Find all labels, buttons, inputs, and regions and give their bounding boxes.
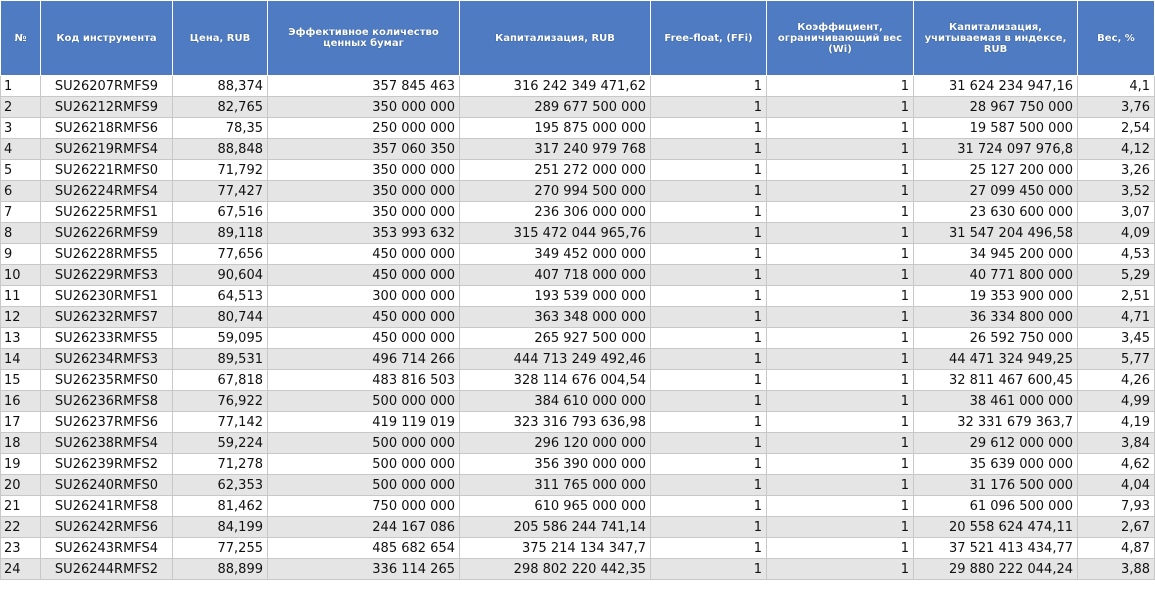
- cell-num: 6: [1, 181, 41, 202]
- cell-price: 84,199: [173, 517, 268, 538]
- cell-free-float: 1: [651, 349, 767, 370]
- cell-code: SU26226RMFS9: [41, 223, 173, 244]
- cell-cap: 298 802 220 442,35: [460, 559, 651, 580]
- cell-cap-index: 29 880 222 044,24: [914, 559, 1078, 580]
- cell-weight-coef: 1: [767, 412, 914, 433]
- cell-cap-index: 31 624 234 947,16: [914, 76, 1078, 97]
- cell-free-float: 1: [651, 475, 767, 496]
- cell-free-float: 1: [651, 202, 767, 223]
- cell-weight-coef: 1: [767, 118, 914, 139]
- table-header-row: [1, 1, 1155, 76]
- cell-price: 88,374: [173, 76, 268, 97]
- cell-weight-coef: 1: [767, 223, 914, 244]
- cell-code: SU26218RMFS6: [41, 118, 173, 139]
- cell-price: 89,531: [173, 349, 268, 370]
- table-row: [1, 244, 1155, 265]
- cell-qty: 450 000 000: [268, 328, 460, 349]
- cell-free-float: 1: [651, 265, 767, 286]
- cell-qty: 450 000 000: [268, 307, 460, 328]
- cell-code: SU26237RMFS6: [41, 412, 173, 433]
- cell-weight: 4,99: [1078, 391, 1155, 412]
- cell-weight-coef: 1: [767, 97, 914, 118]
- cell-qty: 300 000 000: [268, 286, 460, 307]
- cell-qty: 500 000 000: [268, 454, 460, 475]
- cell-price: 67,516: [173, 202, 268, 223]
- cell-num: 5: [1, 160, 41, 181]
- cell-num: 9: [1, 244, 41, 265]
- cell-qty: 500 000 000: [268, 391, 460, 412]
- cell-qty: 250 000 000: [268, 118, 460, 139]
- cell-num: 14: [1, 349, 41, 370]
- cell-weight: 3,07: [1078, 202, 1155, 223]
- cell-num: 3: [1, 118, 41, 139]
- table-row: [1, 391, 1155, 412]
- cell-num: 13: [1, 328, 41, 349]
- cell-qty: 350 000 000: [268, 97, 460, 118]
- cell-weight-coef: 1: [767, 475, 914, 496]
- table-row: [1, 328, 1155, 349]
- cell-weight: 3,52: [1078, 181, 1155, 202]
- table-row: [1, 160, 1155, 181]
- header-free-float: Free-float, (FFi): [651, 1, 767, 76]
- cell-cap-index: 61 096 500 000: [914, 496, 1078, 517]
- cell-cap-index: 44 471 324 949,25: [914, 349, 1078, 370]
- table-row: [1, 181, 1155, 202]
- cell-code: SU26230RMFS1: [41, 286, 173, 307]
- cell-code: SU26221RMFS0: [41, 160, 173, 181]
- header-code: Код инструмента: [41, 1, 173, 76]
- cell-free-float: 1: [651, 328, 767, 349]
- header-cap-index: Капитализация, учитываемая в индексе, RUB: [914, 1, 1078, 76]
- cell-cap: 316 242 349 471,62: [460, 76, 651, 97]
- cell-cap-index: 37 521 413 434,77: [914, 538, 1078, 559]
- table-row: [1, 412, 1155, 433]
- cell-free-float: 1: [651, 517, 767, 538]
- table-row: [1, 139, 1155, 160]
- table-row: [1, 496, 1155, 517]
- cell-code: SU26242RMFS6: [41, 517, 173, 538]
- cell-cap: 205 586 244 741,14: [460, 517, 651, 538]
- cell-free-float: 1: [651, 370, 767, 391]
- table-row: [1, 97, 1155, 118]
- cell-free-float: 1: [651, 181, 767, 202]
- cell-code: SU26207RMFS9: [41, 76, 173, 97]
- cell-cap: 265 927 500 000: [460, 328, 651, 349]
- cell-code: SU26234RMFS3: [41, 349, 173, 370]
- cell-weight-coef: 1: [767, 349, 914, 370]
- cell-cap: 251 272 000 000: [460, 160, 651, 181]
- cell-weight-coef: 1: [767, 328, 914, 349]
- cell-free-float: 1: [651, 286, 767, 307]
- cell-price: 89,118: [173, 223, 268, 244]
- cell-cap: 356 390 000 000: [460, 454, 651, 475]
- cell-weight: 4,53: [1078, 244, 1155, 265]
- cell-price: 76,922: [173, 391, 268, 412]
- cell-cap-index: 31 547 204 496,58: [914, 223, 1078, 244]
- cell-weight-coef: 1: [767, 559, 914, 580]
- table-row: [1, 265, 1155, 286]
- cell-qty: 357 845 463: [268, 76, 460, 97]
- table-row: [1, 118, 1155, 139]
- cell-cap-index: 28 967 750 000: [914, 97, 1078, 118]
- cell-num: 17: [1, 412, 41, 433]
- cell-price: 80,744: [173, 307, 268, 328]
- cell-cap-index: 19 353 900 000: [914, 286, 1078, 307]
- table-row: [1, 475, 1155, 496]
- cell-price: 77,427: [173, 181, 268, 202]
- cell-weight-coef: 1: [767, 244, 914, 265]
- header-price: Цена, RUB: [173, 1, 268, 76]
- cell-cap-index: 36 334 800 000: [914, 307, 1078, 328]
- cell-num: 4: [1, 139, 41, 160]
- cell-price: 90,604: [173, 265, 268, 286]
- cell-free-float: 1: [651, 454, 767, 475]
- cell-cap-index: 29 612 000 000: [914, 433, 1078, 454]
- cell-qty: 353 993 632: [268, 223, 460, 244]
- cell-cap: 195 875 000 000: [460, 118, 651, 139]
- cell-weight-coef: 1: [767, 265, 914, 286]
- cell-price: 62,353: [173, 475, 268, 496]
- cell-num: 23: [1, 538, 41, 559]
- cell-cap: 315 472 044 965,76: [460, 223, 651, 244]
- cell-free-float: 1: [651, 244, 767, 265]
- cell-qty: 419 119 019: [268, 412, 460, 433]
- cell-price: 71,792: [173, 160, 268, 181]
- cell-weight: 3,88: [1078, 559, 1155, 580]
- cell-cap: 407 718 000 000: [460, 265, 651, 286]
- cell-code: SU26219RMFS4: [41, 139, 173, 160]
- cell-cap: 236 306 000 000: [460, 202, 651, 223]
- header-weight: Вес, %: [1078, 1, 1155, 76]
- cell-num: 7: [1, 202, 41, 223]
- cell-qty: 500 000 000: [268, 475, 460, 496]
- cell-weight-coef: 1: [767, 160, 914, 181]
- cell-price: 67,818: [173, 370, 268, 391]
- table-row: [1, 223, 1155, 244]
- cell-weight: 2,67: [1078, 517, 1155, 538]
- cell-cap-index: 25 127 200 000: [914, 160, 1078, 181]
- cell-num: 15: [1, 370, 41, 391]
- cell-free-float: 1: [651, 412, 767, 433]
- table-body: [1, 76, 1155, 580]
- cell-cap-index: 26 592 750 000: [914, 328, 1078, 349]
- cell-code: SU26233RMFS5: [41, 328, 173, 349]
- table-row: [1, 76, 1155, 97]
- table-row: [1, 517, 1155, 538]
- cell-cap: 444 713 249 492,46: [460, 349, 651, 370]
- cell-free-float: 1: [651, 559, 767, 580]
- cell-qty: 350 000 000: [268, 160, 460, 181]
- cell-free-float: 1: [651, 97, 767, 118]
- header-num: №: [1, 1, 41, 76]
- cell-price: 77,656: [173, 244, 268, 265]
- cell-code: SU26238RMFS4: [41, 433, 173, 454]
- cell-num: 16: [1, 391, 41, 412]
- cell-weight-coef: 1: [767, 496, 914, 517]
- cell-code: SU26225RMFS1: [41, 202, 173, 223]
- cell-cap-index: 20 558 624 474,11: [914, 517, 1078, 538]
- cell-num: 22: [1, 517, 41, 538]
- cell-weight-coef: 1: [767, 391, 914, 412]
- cell-qty: 350 000 000: [268, 202, 460, 223]
- cell-cap: 610 965 000 000: [460, 496, 651, 517]
- cell-free-float: 1: [651, 139, 767, 160]
- cell-free-float: 1: [651, 307, 767, 328]
- cell-num: 21: [1, 496, 41, 517]
- header-weight-coef: Коэффициент, ограничивающий вес (Wi): [767, 1, 914, 76]
- cell-weight-coef: 1: [767, 517, 914, 538]
- cell-price: 71,278: [173, 454, 268, 475]
- cell-code: SU26236RMFS8: [41, 391, 173, 412]
- cell-price: 81,462: [173, 496, 268, 517]
- cell-weight: 3,76: [1078, 97, 1155, 118]
- cell-code: SU26240RMFS0: [41, 475, 173, 496]
- cell-price: 88,899: [173, 559, 268, 580]
- cell-qty: 350 000 000: [268, 181, 460, 202]
- cell-num: 20: [1, 475, 41, 496]
- cell-weight: 3,45: [1078, 328, 1155, 349]
- cell-weight: 2,54: [1078, 118, 1155, 139]
- cell-num: 19: [1, 454, 41, 475]
- cell-weight-coef: 1: [767, 370, 914, 391]
- cell-num: 24: [1, 559, 41, 580]
- cell-weight-coef: 1: [767, 202, 914, 223]
- cell-qty: 496 714 266: [268, 349, 460, 370]
- cell-qty: 750 000 000: [268, 496, 460, 517]
- cell-num: 10: [1, 265, 41, 286]
- cell-weight-coef: 1: [767, 286, 914, 307]
- cell-weight: 4,62: [1078, 454, 1155, 475]
- cell-price: 59,224: [173, 433, 268, 454]
- cell-cap: 375 214 134 347,7: [460, 538, 651, 559]
- cell-code: SU26232RMFS7: [41, 307, 173, 328]
- cell-weight-coef: 1: [767, 433, 914, 454]
- cell-free-float: 1: [651, 496, 767, 517]
- cell-weight: 4,19: [1078, 412, 1155, 433]
- cell-code: SU26229RMFS3: [41, 265, 173, 286]
- cell-cap: 193 539 000 000: [460, 286, 651, 307]
- cell-weight: 3,26: [1078, 160, 1155, 181]
- cell-cap: 317 240 979 768: [460, 139, 651, 160]
- cell-free-float: 1: [651, 160, 767, 181]
- cell-price: 77,142: [173, 412, 268, 433]
- cell-free-float: 1: [651, 538, 767, 559]
- cell-cap-index: 38 461 000 000: [914, 391, 1078, 412]
- cell-num: 2: [1, 97, 41, 118]
- cell-qty: 244 167 086: [268, 517, 460, 538]
- cell-price: 82,765: [173, 97, 268, 118]
- cell-weight: 4,26: [1078, 370, 1155, 391]
- cell-code: SU26239RMFS2: [41, 454, 173, 475]
- cell-free-float: 1: [651, 433, 767, 454]
- cell-cap-index: 23 630 600 000: [914, 202, 1078, 223]
- cell-free-float: 1: [651, 76, 767, 97]
- table-row: [1, 349, 1155, 370]
- table-row: [1, 202, 1155, 223]
- cell-weight: 4,87: [1078, 538, 1155, 559]
- cell-weight: 2,51: [1078, 286, 1155, 307]
- table-row: [1, 286, 1155, 307]
- cell-weight-coef: 1: [767, 538, 914, 559]
- cell-code: SU26212RMFS9: [41, 97, 173, 118]
- cell-price: 78,35: [173, 118, 268, 139]
- cell-cap: 289 677 500 000: [460, 97, 651, 118]
- cell-cap-index: 27 099 450 000: [914, 181, 1078, 202]
- cell-cap: 311 765 000 000: [460, 475, 651, 496]
- table-row: [1, 433, 1155, 454]
- cell-weight-coef: 1: [767, 76, 914, 97]
- cell-code: SU26244RMFS2: [41, 559, 173, 580]
- table-row: [1, 559, 1155, 580]
- table-row: [1, 307, 1155, 328]
- cell-free-float: 1: [651, 118, 767, 139]
- cell-qty: 336 114 265: [268, 559, 460, 580]
- cell-price: 77,255: [173, 538, 268, 559]
- cell-num: 11: [1, 286, 41, 307]
- cell-cap-index: 35 639 000 000: [914, 454, 1078, 475]
- cell-price: 64,513: [173, 286, 268, 307]
- cell-weight: 5,29: [1078, 265, 1155, 286]
- cell-weight: 3,84: [1078, 433, 1155, 454]
- cell-cap: 296 120 000 000: [460, 433, 651, 454]
- cell-cap: 384 610 000 000: [460, 391, 651, 412]
- cell-qty: 357 060 350: [268, 139, 460, 160]
- table-row: [1, 538, 1155, 559]
- cell-weight: 4,1: [1078, 76, 1155, 97]
- cell-weight-coef: 1: [767, 181, 914, 202]
- cell-num: 1: [1, 76, 41, 97]
- cell-price: 88,848: [173, 139, 268, 160]
- cell-weight: 4,12: [1078, 139, 1155, 160]
- cell-cap-index: 31 176 500 000: [914, 475, 1078, 496]
- cell-cap-index: 19 587 500 000: [914, 118, 1078, 139]
- cell-code: SU26235RMFS0: [41, 370, 173, 391]
- cell-num: 12: [1, 307, 41, 328]
- cell-code: SU26241RMFS8: [41, 496, 173, 517]
- cell-weight: 5,77: [1078, 349, 1155, 370]
- cell-weight-coef: 1: [767, 307, 914, 328]
- cell-weight-coef: 1: [767, 454, 914, 475]
- cell-code: SU26243RMFS4: [41, 538, 173, 559]
- cell-qty: 450 000 000: [268, 265, 460, 286]
- cell-cap: 328 114 676 004,54: [460, 370, 651, 391]
- cell-qty: 485 682 654: [268, 538, 460, 559]
- cell-cap-index: 40 771 800 000: [914, 265, 1078, 286]
- cell-cap: 323 316 793 636,98: [460, 412, 651, 433]
- cell-free-float: 1: [651, 223, 767, 244]
- cell-price: 59,095: [173, 328, 268, 349]
- cell-cap-index: 32 331 679 363,7: [914, 412, 1078, 433]
- cell-cap: 349 452 000 000: [460, 244, 651, 265]
- cell-weight: 4,71: [1078, 307, 1155, 328]
- cell-free-float: 1: [651, 391, 767, 412]
- cell-code: SU26228RMFS5: [41, 244, 173, 265]
- cell-qty: 500 000 000: [268, 433, 460, 454]
- cell-cap: 270 994 500 000: [460, 181, 651, 202]
- cell-qty: 450 000 000: [268, 244, 460, 265]
- cell-num: 8: [1, 223, 41, 244]
- cell-weight-coef: 1: [767, 139, 914, 160]
- header-qty: Эффективное количество ценных бумаг: [268, 1, 460, 76]
- cell-code: SU26224RMFS4: [41, 181, 173, 202]
- cell-weight: 4,04: [1078, 475, 1155, 496]
- cell-cap: 363 348 000 000: [460, 307, 651, 328]
- cell-num: 18: [1, 433, 41, 454]
- cell-weight: 4,09: [1078, 223, 1155, 244]
- cell-qty: 483 816 503: [268, 370, 460, 391]
- table-row: [1, 454, 1155, 475]
- cell-weight: 7,93: [1078, 496, 1155, 517]
- cell-cap-index: 31 724 097 976,8: [914, 139, 1078, 160]
- header-cap: Капитализация, RUB: [460, 1, 651, 76]
- cell-cap-index: 34 945 200 000: [914, 244, 1078, 265]
- table-row: [1, 370, 1155, 391]
- cell-cap-index: 32 811 467 600,45: [914, 370, 1078, 391]
